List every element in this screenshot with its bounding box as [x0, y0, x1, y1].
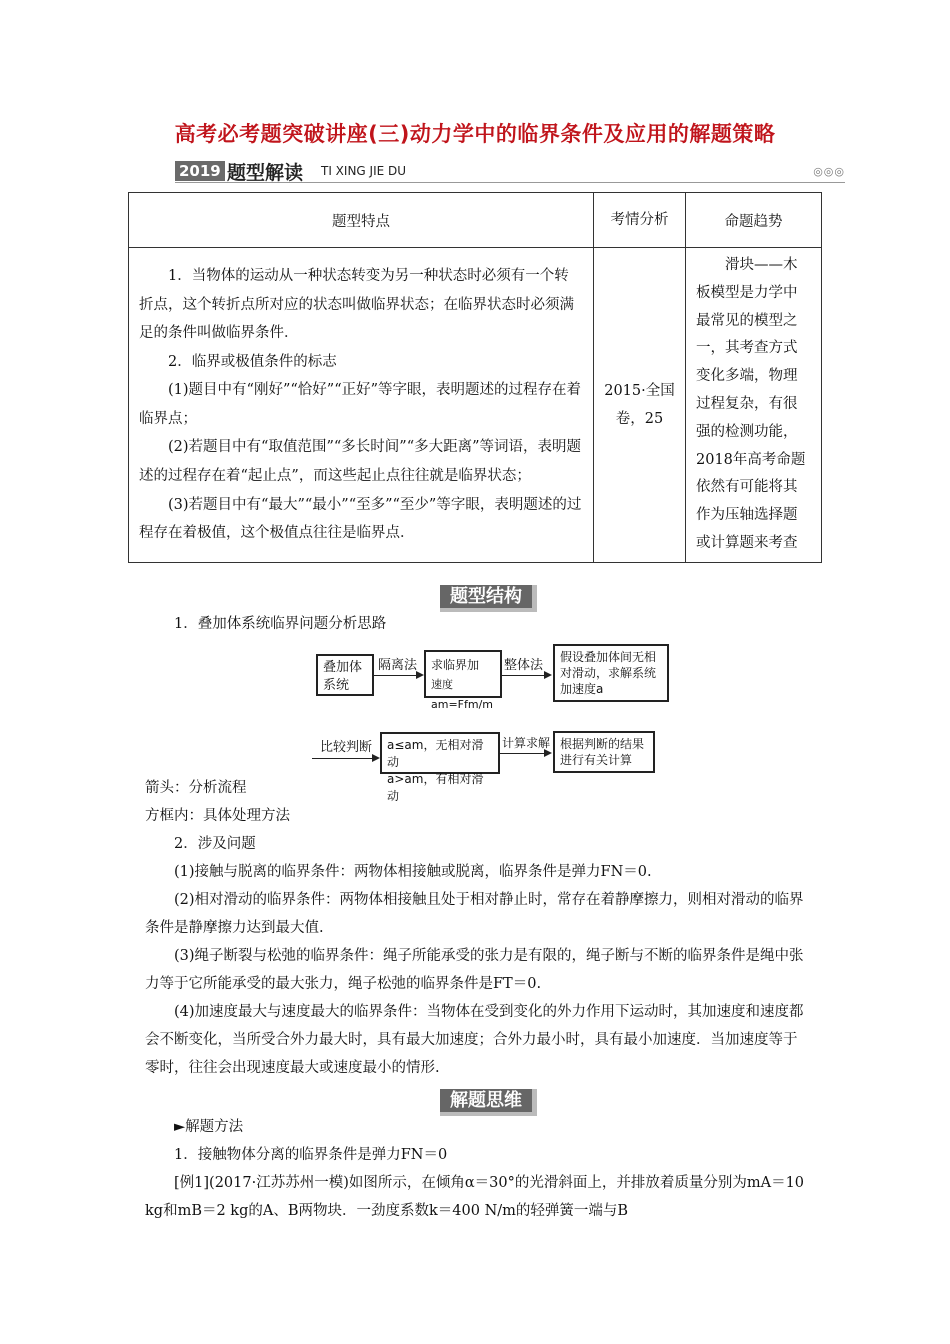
table-row — [129, 248, 822, 563]
method-item: 1．接触物体分离的临界条件是弹力FN＝0 — [174, 1147, 448, 1163]
page-title: 高考必考题突破讲座(三)动力学中的临界条件及应用的解题策略 — [174, 122, 776, 146]
issues-section — [145, 774, 810, 1082]
legend-arrow: 箭头：分析流程 — [145, 780, 247, 796]
flow-box-line: 求临界加 — [431, 658, 480, 672]
flow-box-stacked-system: 叠加体系统 — [316, 654, 374, 696]
feature-item: 1．当物体的运动从一种状态转变为另一种状态时必须有一个转折点，这个转折点所对应的状态叫做临界状态；在临界状态时必须满足的条件叫做临界条件． — [139, 267, 574, 342]
feature-item: (1)题目中有“刚好”“恰好”“正好”等字眼，表明题述的过程存在着临界点； — [139, 382, 582, 427]
arrow-right-icon — [372, 754, 380, 762]
example-text: [例1](2017·江苏苏州一模)如图所示，在倾角α＝30°的光滑斜面上，并排放着质量分别为mA＝10 kg和mB＝2 kg的A、B两物块．一劲度系数k＝400 N/m的轻弹簧一端与B — [145, 1175, 805, 1219]
legend-box: 方框内：具体处理方法 — [145, 808, 290, 824]
issue-item: (4)加速度最大与速度最大的临界条件：当物体在受到变化的外力作用下运动时，其加速度和速度都会不断变化，当所受合外力最大时，具有最大加速度；合外力最小时，具有最小加速度．当加速度等于零时，往往会出现速度最大或速度最小的情形. — [145, 1004, 804, 1076]
flow-arrow — [502, 675, 546, 676]
arrow-right-icon — [416, 671, 424, 679]
issue-item: (1)接触与脱离的临界条件：两物体相接触或脱离，临界条件是弹力FN＝0. — [174, 864, 652, 880]
flow-start-label: 比较判断 — [320, 740, 373, 755]
header-features: 题型特点 — [129, 193, 594, 248]
issue-item: (2)相对滑动的临界条件：两物体相接触且处于相对静止时，常存在着静摩擦力，则相对滑动的临界条件是静摩擦力达到最大值. — [145, 892, 804, 936]
banner-year: 2019 — [175, 161, 225, 181]
header-analysis: 考情分析 — [594, 193, 686, 248]
section-structure-label: 题型结构 — [440, 585, 537, 612]
structure-heading-text: 1．叠加体系统临界问题分析思路 — [174, 616, 387, 632]
table-header-row — [129, 193, 822, 248]
section-banner — [175, 158, 845, 184]
method-heading: ►解题方法 — [174, 1119, 244, 1135]
feature-item: 2．临界或极值条件的标志 — [168, 353, 337, 370]
features-cell — [129, 248, 594, 563]
method-section — [145, 1113, 810, 1225]
flow-arrow — [312, 758, 372, 759]
banner-label: 题型解读 — [227, 162, 304, 184]
banner-pinyin: TI XING JIE DU — [321, 164, 407, 178]
analysis-cell: 2015·全国卷，25 — [594, 248, 686, 563]
section-thinking-label: 解题思维 — [440, 1089, 537, 1116]
overview-table — [128, 192, 822, 563]
flowchart — [290, 640, 680, 803]
flow-arrow-label: 整体法 — [504, 658, 544, 673]
trend-cell — [686, 248, 822, 563]
issue-item: (3)绳子断裂与松弛的临界条件：绳子所能承受的张力是有限的，绳子断与不断的临界条件是绳中张力等于它所能承受的最大张力，绳子松弛的临界条件是FT＝0. — [145, 948, 804, 992]
flow-arrow — [500, 753, 546, 754]
section-thinking-banner — [440, 1086, 537, 1112]
flow-box-line: 速度am=Ffm/m — [431, 678, 494, 711]
header-trend: 命题趋势 — [686, 193, 822, 248]
issues-heading: 2．涉及问题 — [174, 836, 256, 852]
banner-rule — [175, 182, 845, 183]
flow-box-line: a>am，有相对滑动 — [387, 772, 484, 803]
flow-box-critical-accel — [424, 650, 502, 711]
arrow-right-icon — [544, 671, 552, 679]
section-structure-banner — [440, 582, 537, 608]
flow-arrow-label: 计算求解 — [502, 736, 551, 750]
feature-item: (3)若题目中有“最大”“最小”“至多”“至少”等字眼，表明题述的过程存在着极值，这个极值点往往是临界点． — [139, 496, 582, 542]
trend-text: 滑块——木板模型是力学中最常见的模型之一，其考查方式变化多端，物理过程复杂，有很强的检测功能，2018年高考命题依然有可能将其作为压轴选择题或计算题来考查 — [696, 257, 806, 551]
feature-item: (2)若题目中有“取值范围”“多长时间”“多大距离”等词语，表明题述的过程存在着“起止点”，而这些起止点往往就是临界状态； — [139, 439, 582, 485]
structure-heading — [145, 610, 810, 638]
banner-dots-icon: ◎◎◎ — [813, 165, 845, 178]
flow-box-assume: 假设叠加体间无相对滑动，求解系统加速度a — [553, 644, 669, 702]
flow-arrow — [374, 675, 418, 676]
flow-box-line: a≤am，无相对滑动 — [387, 738, 484, 769]
flow-box-result: 根据判断的结果进行有关计算 — [553, 731, 655, 773]
flow-arrow-label: 隔离法 — [378, 658, 418, 673]
flow-box-compare — [380, 732, 500, 803]
